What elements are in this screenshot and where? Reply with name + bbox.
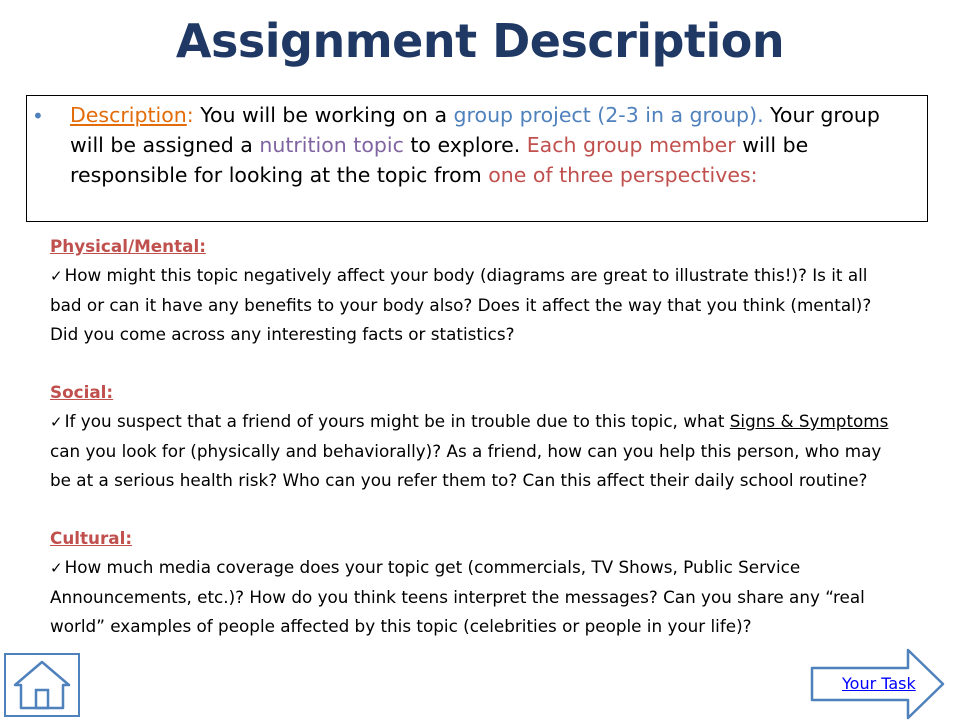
description-label: Description [70,103,187,127]
description-colon: : [186,103,194,127]
perspectives-text: one of three perspectives: [488,163,758,187]
cultural-section [50,524,890,641]
cultural-heading: Cultural: [50,528,133,548]
description-t2: Your group will be assigned a [70,103,880,157]
physical-text: How might this topic negatively affect your body (diagrams are great to illustrate this!)? Is it all bad or can it have any benefits to your body also? Does it affect the way that you think (mental)? Did you come across any interesting facts or statistics? [50,265,872,344]
group-project-text: group project (2-3 in a group). [453,103,764,127]
physical-heading: Physical/Mental: [50,236,206,256]
description-text [70,100,910,190]
your-task-button[interactable] [810,648,945,720]
description-t1: You will be working on a [193,103,454,127]
each-member-text: Each group member [526,133,736,157]
bullet: • [32,104,44,128]
description-t4: will be responsible for looking at the topic from [70,133,809,187]
social-text-pre: If you suspect that a friend of yours might be in trouble due to this topic, what [64,411,730,431]
home-button[interactable] [4,653,80,717]
check-icon: ✓ [50,559,63,577]
physical-section [50,232,890,349]
social-body [50,407,890,495]
nutrition-topic-text: nutrition topic [259,133,404,157]
check-icon: ✓ [50,267,63,285]
cultural-body [50,553,890,641]
page-title: Assignment Description [175,14,785,68]
your-task-link[interactable]: Your Task [842,674,916,693]
social-heading: Social: [50,382,114,402]
cultural-text: How much media coverage does your topic get (commercials, TV Shows, Public Service Announcements, etc.)? How do you think teens interpret the messages? Can you share any “real world” examples of people affected by this topic (celebrities or people in your life)? [50,557,865,636]
social-section [50,378,890,495]
house-icon [12,658,72,712]
perspectives-content [50,232,890,641]
check-icon: ✓ [50,413,63,431]
physical-body [50,261,890,349]
signs-symptoms-link[interactable]: Signs & Symptoms [729,411,889,431]
social-text-post: can you look for (physically and behaviorally)? As a friend, how can you help this person, who may be at a serious health risk? Who can you refer them to? Can this affect their daily school routine? [50,441,882,490]
description-t3: to explore. [403,133,527,157]
